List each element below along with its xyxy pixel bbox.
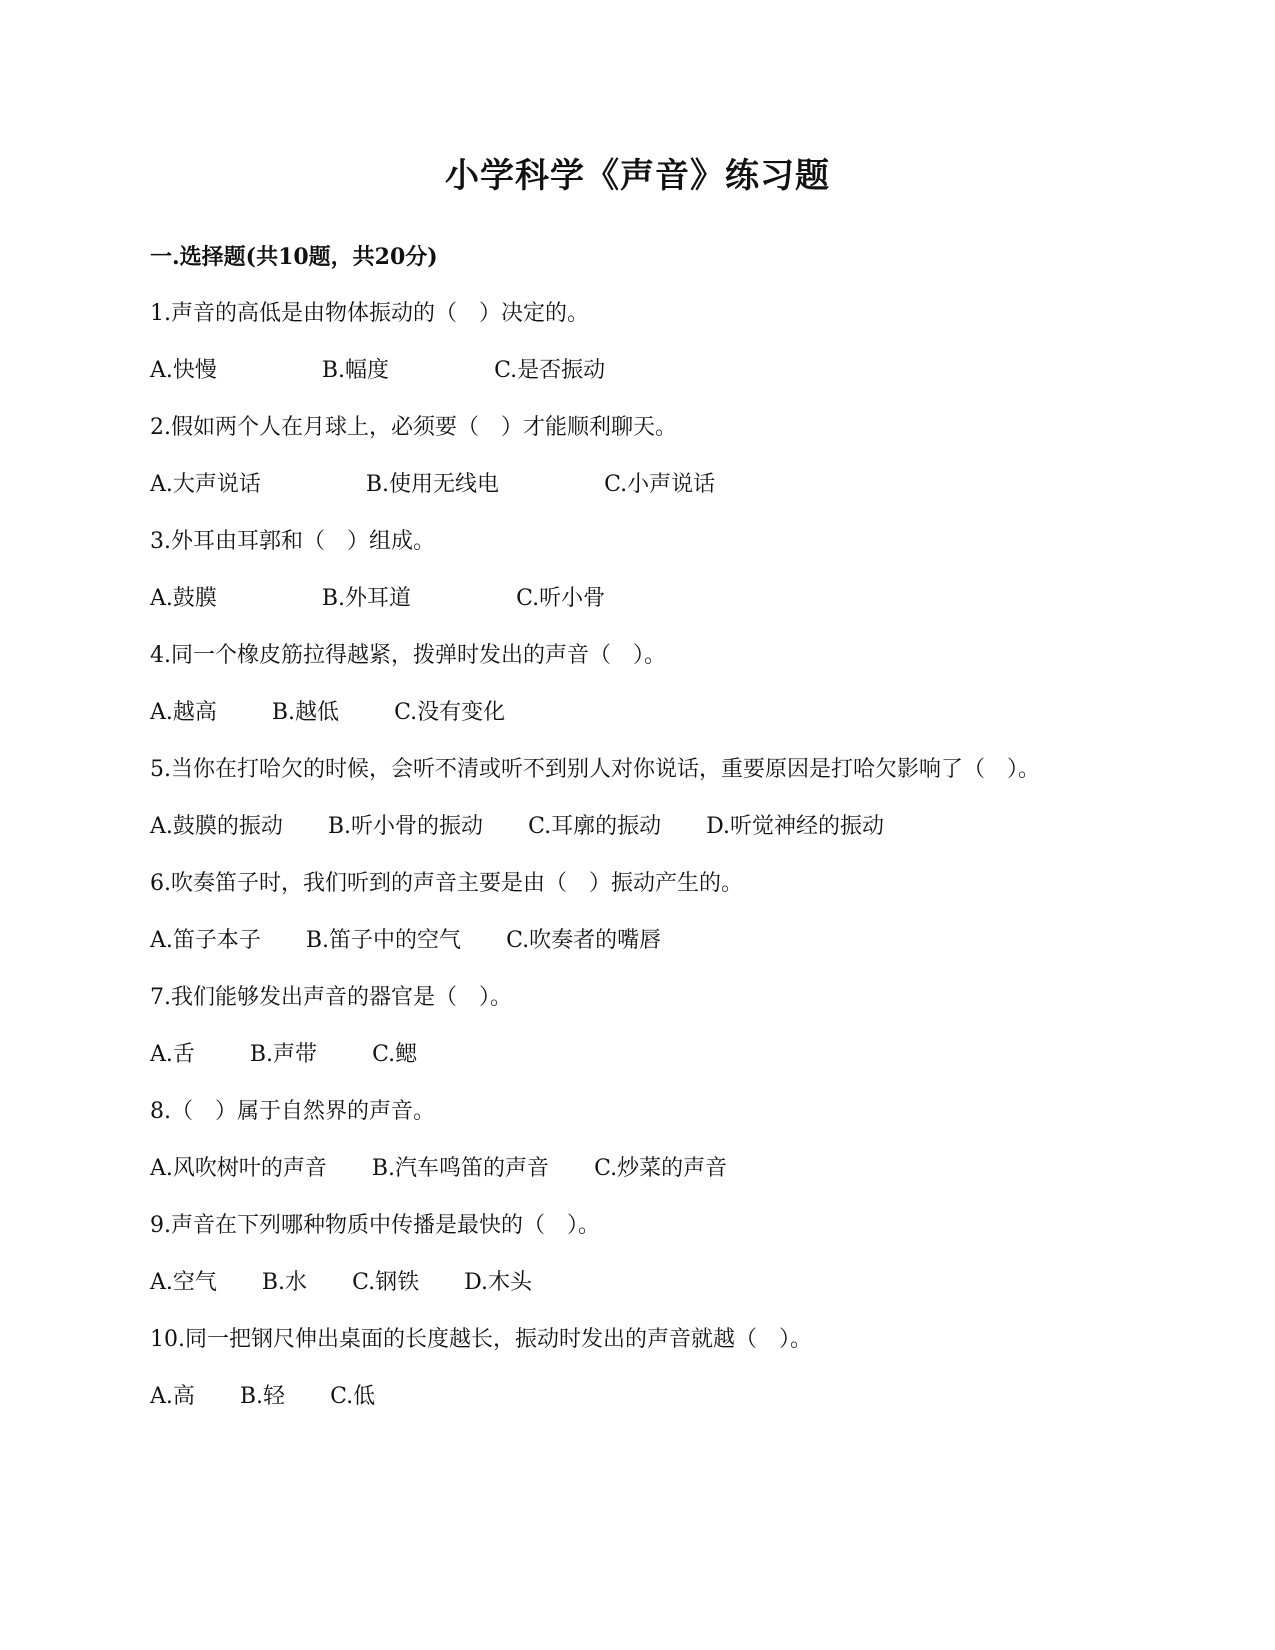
option-a: A.大声说话 xyxy=(150,472,261,497)
option-c: C.耳廓的振动 xyxy=(528,814,662,839)
question-6: 6.吹奏笛子时，我们听到的声音主要是由（ ）振动产生的。 xyxy=(150,871,743,896)
question-9: 9.声音在下列哪种物质中传播是最快的（ ）。 xyxy=(150,1213,600,1238)
option-c: C.钢铁 xyxy=(352,1270,420,1295)
option-a: A.高 xyxy=(150,1384,195,1409)
option-b: B.幅度 xyxy=(321,358,390,383)
options-4 xyxy=(150,697,1100,729)
options-8 xyxy=(150,1153,1100,1185)
option-a: A.快慢 xyxy=(150,358,217,383)
option-a: A.鼓膜的振动 xyxy=(150,814,283,839)
option-a: A.越高 xyxy=(150,700,217,725)
page-title: 小学科学《声音》练习题 xyxy=(445,156,830,196)
option-c: C.炒菜的声音 xyxy=(594,1156,728,1181)
question-10: 10.同一把钢尺伸出桌面的长度越长，振动时发出的声音就越（ ）。 xyxy=(150,1327,812,1352)
question-4: 4.同一个橡皮筋拉得越紧，拨弹时发出的声音（ ）。 xyxy=(150,643,666,668)
option-b: B.水 xyxy=(261,1270,308,1295)
option-d: D.听觉神经的振动 xyxy=(706,814,884,839)
option-c: C.没有变化 xyxy=(394,700,506,725)
option-b: B.使用无线电 xyxy=(365,472,500,497)
question-1: 1.声音的高低是由物体振动的（ ）决定的。 xyxy=(150,301,589,326)
option-c: C.听小骨 xyxy=(516,586,606,611)
option-a: A.风吹树叶的声音 xyxy=(150,1156,327,1181)
question-5: 5.当你在打哈欠的时候，会听不清或听不到别人对你说话，重要原因是打哈欠影响了（ ）。 xyxy=(150,757,1040,782)
options-9 xyxy=(150,1267,1100,1299)
option-c: C.是否振动 xyxy=(494,358,606,383)
option-a: A.空气 xyxy=(150,1270,217,1295)
options-7 xyxy=(150,1039,1100,1071)
option-c: C.小声说话 xyxy=(604,472,716,497)
option-b: B.笛子中的空气 xyxy=(305,928,462,953)
option-c: C.吹奏者的嘴唇 xyxy=(506,928,662,953)
options-1 xyxy=(150,355,1100,387)
option-b: B.汽车鸣笛的声音 xyxy=(371,1156,550,1181)
option-c: C.鳃 xyxy=(372,1042,418,1067)
option-b: B.声带 xyxy=(249,1042,318,1067)
question-8: 8.（ ）属于自然界的声音。 xyxy=(150,1099,435,1124)
option-a: A.舌 xyxy=(150,1042,195,1067)
option-a: A.鼓膜 xyxy=(150,586,217,611)
option-b: B.听小骨的振动 xyxy=(327,814,484,839)
options-10 xyxy=(150,1381,1100,1413)
option-b: B.越低 xyxy=(271,700,340,725)
options-3 xyxy=(150,583,1100,615)
options-6 xyxy=(150,925,1100,957)
options-2 xyxy=(150,469,1100,501)
option-c: C.低 xyxy=(330,1384,376,1409)
option-b: B.轻 xyxy=(239,1384,286,1409)
option-b: B.外耳道 xyxy=(321,586,412,611)
question-2: 2.假如两个人在月球上，必须要（ ）才能顺利聊天。 xyxy=(150,415,677,440)
question-3: 3.外耳由耳郭和（ ）组成。 xyxy=(150,529,435,554)
section-heading: 一.选择题(共10题，共20分) xyxy=(150,244,438,270)
option-a: A.笛子本子 xyxy=(150,928,261,953)
question-list xyxy=(150,298,1100,1438)
options-5 xyxy=(150,811,1100,843)
question-7: 7.我们能够发出声音的器官是（ ）。 xyxy=(150,985,512,1010)
option-d: D.木头 xyxy=(464,1270,532,1295)
